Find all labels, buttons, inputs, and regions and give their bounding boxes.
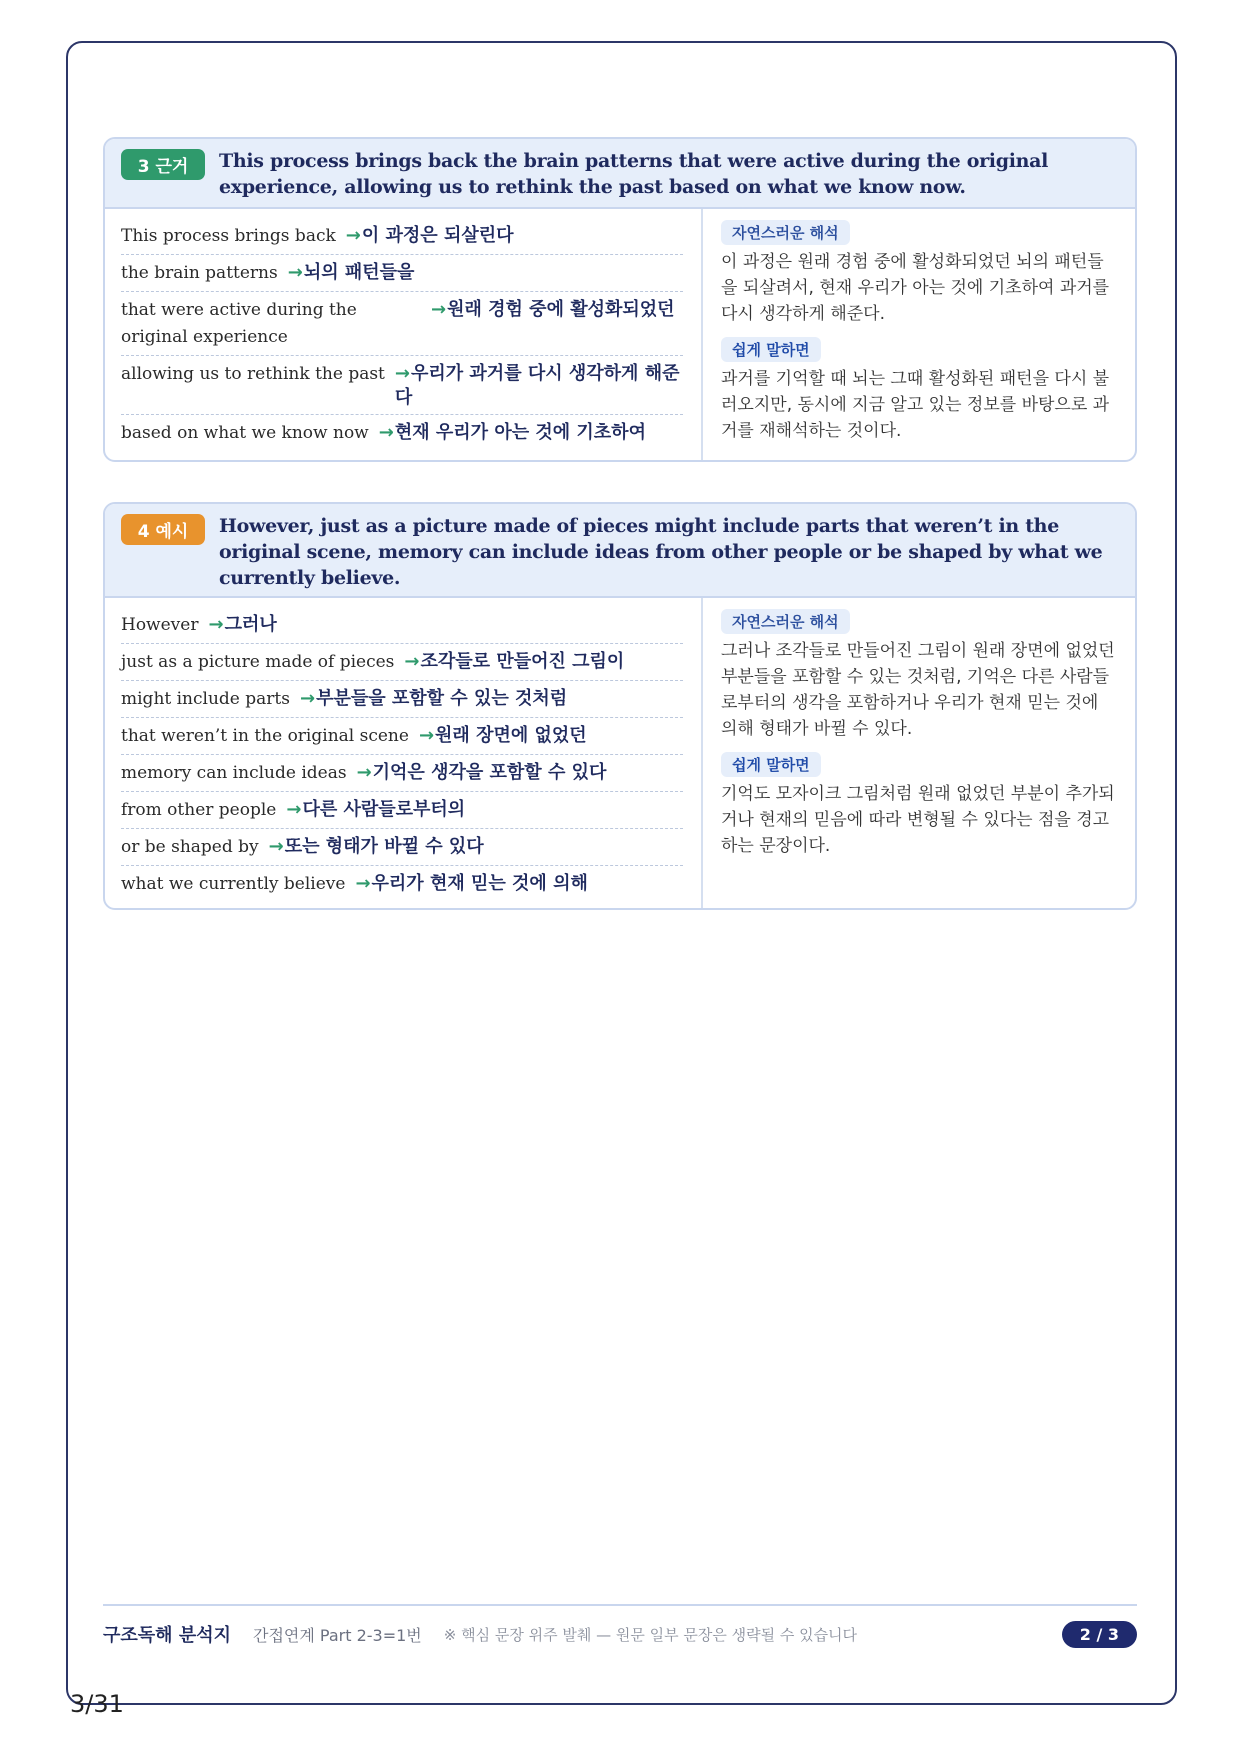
chunk-ko [300,686,567,711]
chunk-en: might include parts [121,689,290,709]
chunk-row [121,292,683,356]
chunk-row [121,607,683,644]
chunk-row [121,755,683,792]
section-card [103,502,1137,910]
arrow-icon: → [394,363,410,384]
footer-title: 구조독해 분석지 [103,1625,231,1646]
chunk-en: This process brings back [121,226,336,246]
natural-translation-label: 자연스러운 해석 [721,609,850,634]
chunk-ko [419,723,587,748]
chunk-ko [208,612,276,637]
chunk-ko [357,760,607,785]
arrow-icon: → [355,873,371,894]
footer-subtitle: 간접연계 Part 2-3=1번 [252,1625,422,1645]
chunk-en: or be shaped by [121,837,259,857]
chunk-en: from other people [121,800,277,820]
chunk-ko [288,260,415,285]
translation-panel [703,209,1135,460]
arrow-icon: → [345,225,361,246]
simple-explanation-label: 쉽게 말하면 [721,752,821,777]
chunk-ko-text: 부분들을 포함할 수 있는 것처럼 [316,688,568,709]
arrow-icon: → [404,651,420,672]
chunk-ko [404,649,624,674]
chunk-row [121,255,683,292]
simple-explanation-label: 쉽게 말하면 [721,337,821,362]
natural-translation: 이 과정은 원래 경험 중에 활성화되었던 뇌의 패턴들을 되살려서, 현재 우리가 아는 것에 기초하여 과거를 다시 생각하게 해준다. [721,252,1110,324]
chunk-ko-text: 또는 형태가 바뀔 수 있다 [284,836,484,857]
arrow-icon: → [418,725,435,746]
chunk-ko-text: 조각들로 만들어진 그림이 [420,651,625,672]
chunk-en: allowing us to rethink the past [121,364,385,384]
chunk-list [105,598,703,908]
chunk-ko-text: 그러나 [224,614,277,635]
section-badge: 4 예시 [121,514,205,545]
chunk-row [121,829,683,866]
section-header [105,504,1135,598]
section-header [105,139,1135,209]
chunk-row [121,681,683,718]
section-body [105,598,1135,908]
chunk-en: just as a picture made of pieces [121,652,395,672]
chunk-ko-text: 현재 우리가 아는 것에 기초하여 [394,422,646,443]
chunk-row [121,792,683,829]
translation-panel [703,598,1135,908]
page-counter: 3/31 [70,1690,124,1718]
chunk-en: that weren’t in the original scene [121,726,409,746]
chunk-row [121,866,683,902]
chunk-en: However [121,615,199,635]
chunk-ko [379,420,646,445]
chunk-list [105,209,703,460]
chunk-ko-text: 기억은 생각을 포함할 수 있다 [372,762,607,783]
page-indicator-badge: 2 / 3 [1062,1621,1137,1648]
chunk-row [121,644,683,681]
arrow-icon: → [208,614,224,635]
arrow-icon: → [378,422,394,443]
arrow-icon: → [287,262,303,283]
arrow-icon: → [268,836,284,857]
chunk-ko-text: 우리가 과거를 다시 생각하게 해준다 [394,363,680,408]
chunk-ko [269,834,484,859]
chunk-en: based on what we know now [121,423,369,443]
chunk-en: that were active during the original experience [121,300,357,347]
chunk-ko [395,361,683,410]
chunk-ko [355,871,587,896]
natural-translation-label: 자연스러운 해석 [721,220,850,245]
chunk-row [121,218,683,255]
chunk-ko-text: 우리가 현재 믿는 것에 의해 [371,873,588,894]
simple-explanation: 과거를 기억할 때 뇌는 그때 활성화된 패턴을 다시 불러오지만, 동시에 지금 알고 있는 정보를 바탕으로 과거를 재해석하는 것이다. [721,369,1110,441]
chunk-en: the brain patterns [121,263,278,283]
chunk-ko-text: 다른 사람들로부터의 [302,799,466,820]
arrow-icon: → [356,762,372,783]
chunk-ko [346,223,514,248]
section-sentence: However, just as a picture made of pieces might include parts that weren’t in the original scene, memory can include ideas from other people or be shaped by what we currently believe. [219,515,1103,589]
natural-translation: 그러나 조각들로 만들어진 그림이 원래 장면에 없었던 부분들을 포함할 수 있는 것처럼, 기억은 다른 사람들로부터의 생각을 포함하거나 우리가 현재 믿는 것에 의해 형태가 바뀔 수 있다. [721,641,1115,739]
chunk-row [121,718,683,755]
chunk-row [121,415,683,451]
chunk-ko-text: 원래 장면에 없었던 [435,725,587,746]
arrow-icon: → [299,688,316,709]
chunk-ko-text: 이 과정은 되살린다 [361,225,514,246]
chunk-ko-text: 뇌의 패턴들을 [303,262,415,283]
chunk-ko [431,297,675,322]
chunk-ko-text: 원래 경험 중에 활성화되었던 [447,299,675,320]
chunk-row [121,356,683,415]
section-card [103,137,1137,462]
section-sentence: This process brings back the brain patterns that were active during the original experience, allowing us to rethink the past based on what we know now. [219,150,1049,198]
section-badge: 3 근거 [121,149,205,180]
chunk-en: memory can include ideas [121,763,347,783]
arrow-icon: → [286,799,302,820]
arrow-icon: → [431,299,447,320]
chunk-ko [286,797,465,822]
page-footer [103,1604,1137,1656]
section-body [105,209,1135,460]
chunk-en: what we currently believe [121,874,346,894]
simple-explanation: 기억도 모자이크 그림처럼 원래 없었던 부분이 추가되거나 현재의 믿음에 따라 변형될 수 있다는 점을 경고하는 문장이다. [721,784,1115,856]
footer-note: ※ 핵심 문장 위주 발췌 — 원문 일부 문장은 생략될 수 있습니다 [443,1625,858,1644]
